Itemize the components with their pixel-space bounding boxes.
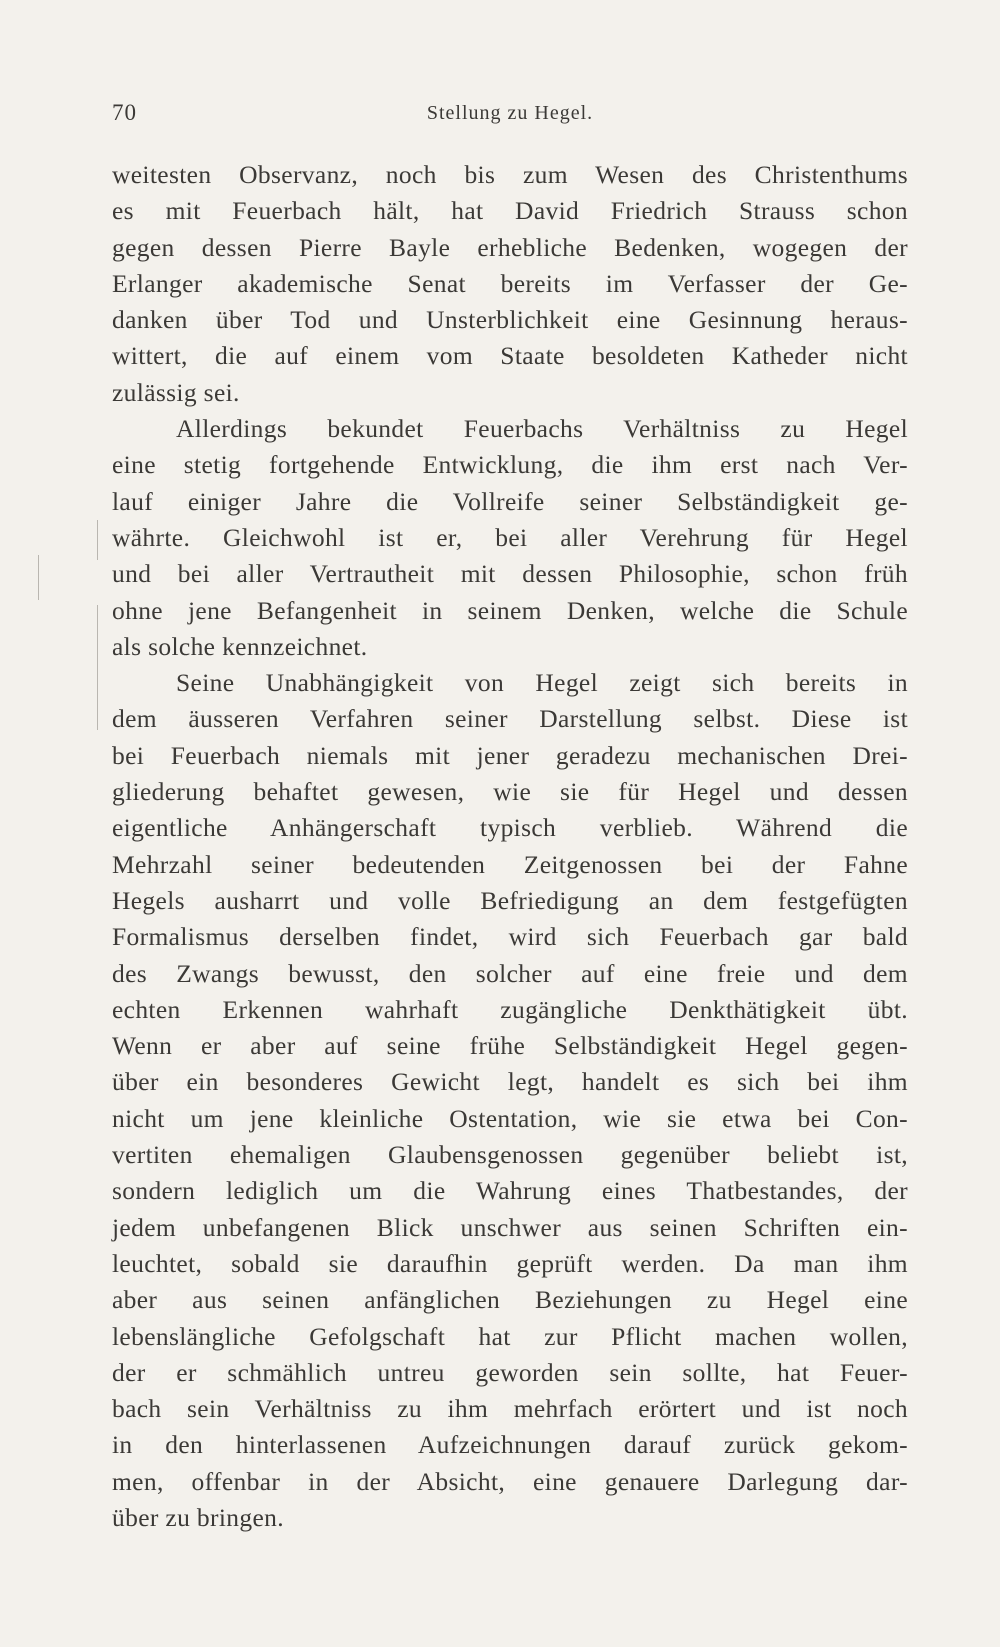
text-line: Mehrzahl seiner bedeutenden Zeitgenossen bei der Fahne xyxy=(112,849,908,879)
body-text xyxy=(112,157,908,1536)
text-line: men, offenbar in der Absicht, eine genauere Darlegung dar- xyxy=(112,1466,908,1496)
text-line: Hegels ausharrt und volle Befriedigung an dem festgefügten xyxy=(112,885,908,915)
text-line: zulässig sei. xyxy=(112,377,240,407)
text-line: über ein besonderes Gewicht legt, handelt es sich bei ihm xyxy=(112,1067,908,1097)
text-line: ohne jene Befangenheit in seinem Denken, welche die Schule xyxy=(112,595,908,625)
page-header xyxy=(112,100,908,134)
text-line: währte. Gleichwohl ist er, bei aller Verehrung für Hegel xyxy=(112,522,908,552)
text-line: bei Feuerbach niemals mit jener geradezu mechanischen Drei- xyxy=(112,740,908,770)
paragraph-first-line: Allerdings bekundet Feuerbachs Verhältniss zu Hegel xyxy=(176,414,908,444)
paragraph-first-line: Seine Unabhängigkeit von Hegel zeigt sich bereits in xyxy=(176,668,908,698)
text-line: Erlanger akademische Senat bereits im Verfasser der Ge- xyxy=(112,268,908,298)
running-head: Stellung zu Hegel. xyxy=(426,102,594,124)
text-line: vertiten ehemaligen Glaubensgenossen gegenüber beliebt ist, xyxy=(112,1140,908,1170)
text-line: echten Erkennen wahrhaft zugängliche Denkthätigkeit übt. xyxy=(112,994,908,1024)
text-line: wittert, die auf einem vom Staate besoldeten Katheder nicht xyxy=(112,341,908,371)
text-line: es mit Feuerbach hält, hat David Friedrich Strauss schon xyxy=(112,196,908,226)
text-line: weitesten Observanz, noch bis zum Wesen des Christenthums xyxy=(112,160,908,189)
margin-pencil-mark xyxy=(38,555,39,600)
text-line: jedem unbefangenen Blick unschwer aus seinen Schriften ein- xyxy=(112,1212,908,1242)
text-line: nicht um jene kleinliche Ostentation, wie sie etwa bei Con- xyxy=(112,1103,908,1133)
page-number: 70 xyxy=(112,100,137,125)
text-line: gegen dessen Pierre Bayle erhebliche Bedenken, wogegen der xyxy=(112,232,908,262)
text-line: lauf einiger Jahre die Vollreife seiner Selbständigkeit ge- xyxy=(112,486,908,516)
text-line: danken über Tod und Unsterblichkeit eine Gesinnung heraus- xyxy=(112,305,908,335)
text-line: lebenslängliche Gefolgschaft hat zur Pflicht machen wollen, xyxy=(112,1321,908,1351)
text-line: eine stetig fortgehende Entwicklung, die ihm erst nach Ver- xyxy=(112,450,908,480)
margin-pencil-mark xyxy=(97,520,98,560)
text-line: als solche kennzeichnet. xyxy=(112,631,368,661)
text-line: über zu bringen. xyxy=(112,1502,284,1532)
text-line: in den hinterlassenen Aufzeichnungen darauf zurück gekom- xyxy=(112,1430,908,1460)
text-line: aber aus seinen anfänglichen Beziehungen zu Hegel eine xyxy=(112,1285,908,1315)
text-line: sondern lediglich um die Wahrung eines Thatbestandes, der xyxy=(112,1176,908,1206)
text-line: bach sein Verhältniss zu ihm mehrfach erörtert und ist noch xyxy=(112,1394,908,1424)
text-line: leuchtet, sobald sie daraufhin geprüft werden. Da man ihm xyxy=(112,1248,908,1278)
text-line: und bei aller Vertrautheit mit dessen Philosophie, schon früh xyxy=(112,559,908,589)
text-line: eigentliche Anhängerschaft typisch verblieb. Während die xyxy=(112,813,908,843)
text-line: des Zwangs bewusst, den solcher auf eine freie und dem xyxy=(112,958,908,988)
text-line: Wenn er aber auf seine frühe Selbständigkeit Hegel gegen- xyxy=(112,1031,908,1061)
text-line: gliederung behaftet gewesen, wie sie für Hegel und dessen xyxy=(112,777,908,807)
text-line: dem äusseren Verfahren seiner Darstellung selbst. Diese ist xyxy=(112,704,908,734)
margin-pencil-mark xyxy=(97,605,98,730)
text-line: der er schmählich untreu geworden sein sollte, hat Feuer- xyxy=(112,1357,908,1387)
text-line: Formalismus derselben findet, wird sich Feuerbach gar bald xyxy=(112,922,908,952)
